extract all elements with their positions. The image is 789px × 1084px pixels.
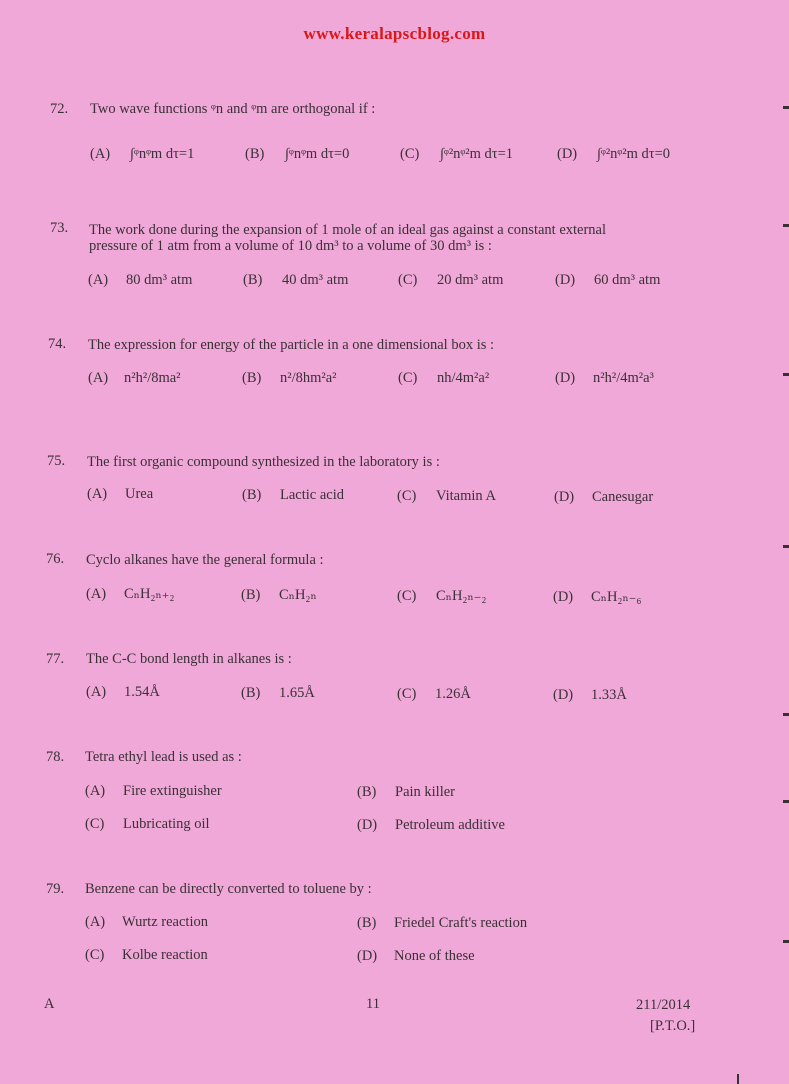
option-text: 1.54Å: [124, 684, 160, 700]
option-label: (C): [400, 146, 420, 162]
scan-mark: [737, 1074, 739, 1084]
option-label: (A): [88, 272, 109, 288]
question-number: 79.: [46, 881, 65, 897]
scan-mark: [783, 545, 789, 548]
question-number: 73.: [50, 220, 69, 236]
option-label: (B): [243, 272, 263, 288]
option-text: ∫ᵠ²nᵠ²m dτ=0: [597, 146, 671, 162]
option-text: CₙH₂ₙ₊₂: [124, 586, 175, 602]
question-text: Tetra ethyl lead is used as :: [85, 749, 242, 765]
scan-mark: [783, 713, 789, 716]
scan-mark: [783, 106, 789, 109]
option-text: ∫ᵠnᵠm dτ=0: [285, 146, 350, 162]
option-text: None of these: [394, 948, 475, 964]
option-label: (B): [245, 146, 265, 162]
option-text: 1.33Å: [591, 687, 627, 703]
question-text: Cyclo alkanes have the general formula :: [86, 552, 324, 568]
option-label: (B): [242, 487, 262, 503]
option-label: (A): [90, 146, 111, 162]
option-label: (A): [86, 684, 107, 700]
option-label: (D): [357, 948, 378, 964]
option-text: Pain killer: [395, 784, 456, 800]
option-label: (C): [398, 370, 418, 386]
option-text: n²h²/4m²a³: [593, 370, 654, 386]
page-number: 11: [366, 996, 380, 1012]
option-text: 40 dm³ atm: [282, 272, 349, 288]
option-text: Fire extinguisher: [123, 783, 222, 799]
question-number: 75.: [47, 453, 66, 469]
option-label: (A): [88, 370, 109, 386]
option-label: (B): [242, 370, 262, 386]
option-text: Canesugar: [592, 489, 654, 505]
option-text: nh/4m²a²: [437, 370, 490, 386]
scan-mark: [783, 224, 789, 227]
option-label: (D): [555, 370, 576, 386]
option-text: n²/8hm²a²: [280, 370, 337, 386]
option-label: (D): [557, 146, 578, 162]
question-number: 78.: [46, 749, 65, 765]
option-text: 1.65Å: [279, 685, 315, 701]
option-label: (C): [397, 488, 417, 504]
option-label: (B): [241, 685, 261, 701]
option-label: (D): [553, 687, 574, 703]
question-text: Benzene can be directly converted to toluene by :: [85, 881, 372, 897]
scan-mark: [783, 800, 789, 803]
option-text: CₙH₂ₙ₋₂: [436, 588, 487, 604]
option-label: (C): [85, 816, 105, 832]
option-label: (A): [87, 486, 108, 502]
option-text: 1.26Å: [435, 686, 471, 702]
option-text: CₙH₂ₙ: [279, 587, 317, 603]
scan-mark: [783, 940, 789, 943]
scan-mark: [783, 373, 789, 376]
question-number: 72.: [50, 101, 69, 117]
option-label: (A): [85, 914, 106, 930]
option-label: (B): [241, 587, 261, 603]
question-text: The first organic compound synthesized in the laboratory is :: [87, 454, 440, 470]
option-text: Urea: [125, 486, 154, 502]
option-text: Vitamin A: [436, 488, 496, 504]
please-turn-over: [P.T.O.]: [650, 1018, 696, 1034]
question-paper-code: 211/2014: [636, 997, 691, 1013]
option-label: (C): [397, 686, 417, 702]
option-label: (D): [555, 272, 576, 288]
option-text: 20 dm³ atm: [437, 272, 504, 288]
question-text: Two wave functions ᵠn and ᵠm are orthogonal if :: [90, 101, 376, 117]
question-text-line1: The work done during the expansion of 1 mole of an ideal gas against a constant external: [89, 222, 607, 238]
option-text: Lubricating oil: [123, 816, 210, 832]
option-label: (B): [357, 915, 377, 931]
question-text: The expression for energy of the particle in a one dimensional box is :: [88, 337, 495, 353]
option-text: n²h²/8ma²: [124, 370, 181, 386]
question-text-line2: pressure of 1 atm from a volume of 10 dm³ to a volume of 30 dm³ is :: [89, 238, 492, 254]
question-number: 74.: [48, 336, 67, 352]
question-text: The C-C bond length in alkanes is :: [86, 651, 292, 667]
option-text: Friedel Craft's reaction: [394, 915, 528, 931]
option-label: (A): [86, 586, 107, 602]
option-label: (A): [85, 783, 106, 799]
option-label: (B): [357, 784, 377, 800]
question-number: 76.: [46, 551, 65, 567]
option-text: CₙH₂ₙ₋₆: [591, 589, 642, 605]
option-text: Petroleum additive: [395, 817, 505, 833]
option-text: ∫ᵠ²nᵠ²m dτ=1: [440, 146, 514, 162]
option-text: ∫ᵠnᵠm dτ=1: [130, 146, 195, 162]
option-label: (C): [397, 588, 417, 604]
option-text: Kolbe reaction: [122, 947, 208, 963]
option-text: 80 dm³ atm: [126, 272, 193, 288]
question-number: 77.: [46, 651, 65, 667]
option-label: (D): [554, 489, 575, 505]
option-label: (D): [357, 817, 378, 833]
site-header: www.keralapscblog.com: [303, 24, 486, 43]
option-label: (C): [398, 272, 418, 288]
option-text: 60 dm³ atm: [594, 272, 661, 288]
option-label: (D): [553, 589, 574, 605]
series-letter: A: [44, 996, 55, 1012]
option-text: Wurtz reaction: [122, 914, 208, 930]
option-label: (C): [85, 947, 105, 963]
option-text: Lactic acid: [280, 487, 344, 503]
